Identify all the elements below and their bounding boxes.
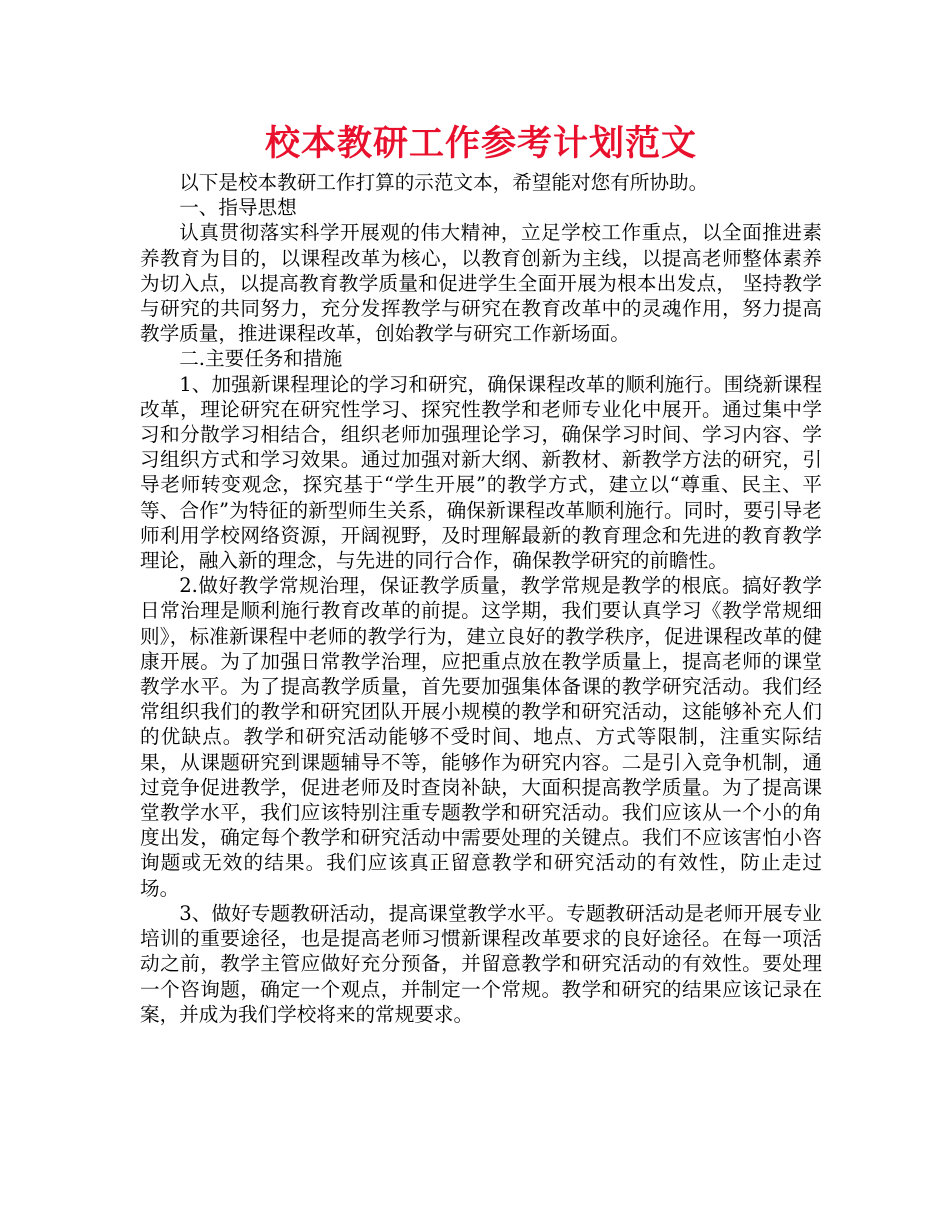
guiding-ideology-paragraph: 认真贯彻落实科学开展观的伟大精神，立足学校工作重点，以全面推进素养教育为目的，以课程改革为核心，以教育创新为主线，以提高老师整体素养为切入点，以提高教育教学质量和促进学生全面开展为根本出发点， 坚持教学与研究的共同努力，充分发挥教学与研究在教育改革中的灵魂作用，努力提高教学质量，推进课程改革，创始教学与研究工作新场面。 — [140, 221, 822, 346]
document-page — [140, 118, 822, 1027]
task-2-paragraph: 2.做好教学常规治理，保证教学质量，教学常规是教学的根底。搞好教学日常治理是顺利施行教育改革的前提。这学期，我们要认真学习《教学常规细则》，标准新课程中老师的教学行为，建立良好的教学秩序，促进课程改革的健康开展。为了加强日常教学治理，应把重点放在教学质量上，提高老师的课堂教学水平。为了提高教学质量，首先要加强集体备课的教学研究活动。我们经常组织我们的教学和研究团队开展小规模的教学和研究活动，这能够补充人们的优缺点。教学和研究活动能够不受时间、地点、方式等限制，注重实际结果，从课题研究到课题辅导不等，能够作为研究内容。二是引入竞争机制，通过竞争促进教学，促进老师及时查岗补缺，大面积提高教学质量。为了提高课堂教学水平，我们应该特别注重专题教学和研究活动。我们应该从一个小的角度出发，确定每个教学和研究活动中需要处理的关键点。我们不应该害怕小咨询题或无效的结果。我们应该真正留意教学和研究活动的有效性，防止走过场。 — [140, 574, 822, 900]
intro-paragraph: 以下是校本教研工作打算的示范文本，希望能对您有所协助。 — [179, 171, 709, 194]
task-1-paragraph: 1、加强新课程理论的学习和研究，确保课程改革的顺利施行。围绕新课程改革，理论研究在研究性学习、探究性教学和老师专业化中展开。通过集中学习和分散学习相结合，组织老师加强理论学习，确保学习时间、学习内容、学习组织方式和学习效果。通过加强对新大纲、新教材、新教学方法的研究，引导老师转变观念，探究基于“学生开展”的教学方式，建立以“尊重、民主、平等、合作”为特征的新型师生关系，确保新课程改革顺利施行。同时，要引导老师利用学校网络资源，开阔视野，及时理解最新的教育理念和先进的教育教学理论，融入新的理念，与先进的同行合作，确保教学研究的前瞻性。 — [140, 372, 822, 573]
document-title: 校本教研工作参考计划范文 — [264, 124, 697, 164]
task-3-paragraph: 3、做好专题教研活动，提高课堂教学水平。专题教研活动是老师开展专业培训的重要途径，也是提高老师习惯新课程改革要求的良好途径。在每一项活动之前，教学主管应做好充分预备，并留意教学和研究活动的有效性。要处理一个咨询题，确定一个观点，并制定一个常规。教学和研究的结果应该记录在案，并成为我们学校将来的常规要求。 — [140, 901, 822, 1026]
section-heading-main-tasks: 二.主要任务和措施 — [179, 347, 343, 371]
section-heading-guiding-ideology: 一、指导思想 — [179, 196, 297, 220]
